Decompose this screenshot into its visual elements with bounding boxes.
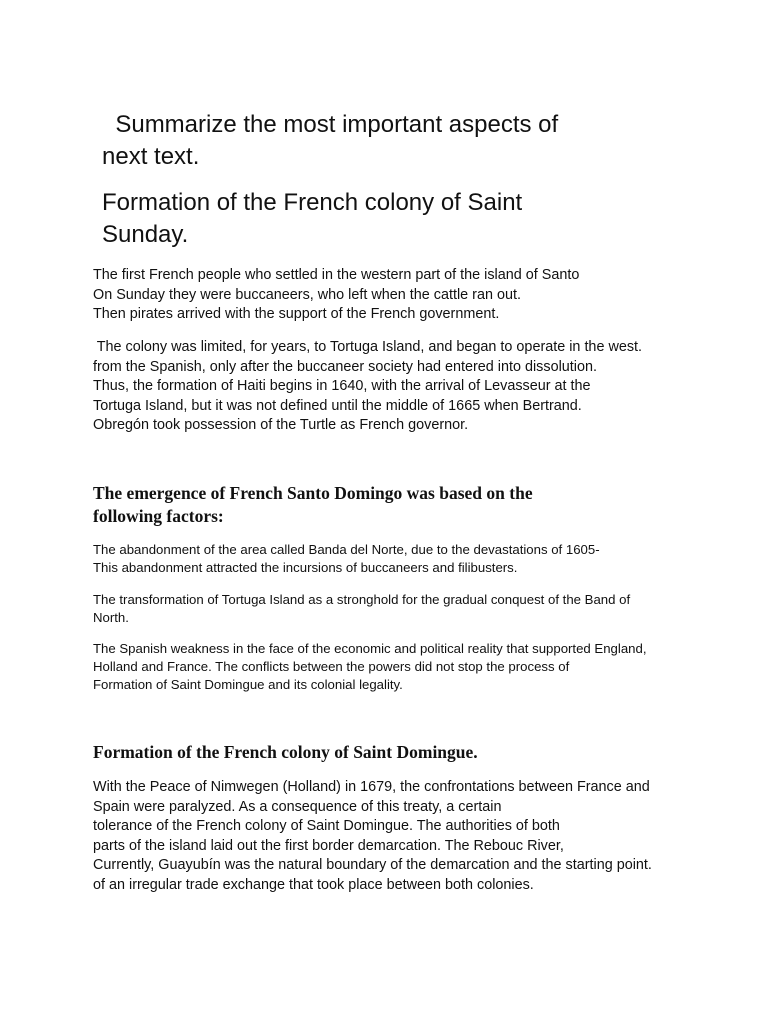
factor-tortuga-stronghold xyxy=(93,591,630,627)
paragraph-line: This abandonment attracted the incursions of buccaneers and filibusters. xyxy=(93,560,518,575)
paragraph-nimwegen xyxy=(93,778,652,895)
paragraph-line: Holland and France. The conflicts between the powers did not stop the process of xyxy=(93,659,570,674)
title-line-1: Formation of the French colony of Saint xyxy=(102,189,523,216)
paragraph-line: The colony was limited, for years, to Tortuga Island, and began to operate in the west. xyxy=(93,339,643,355)
paragraph-buccaneers xyxy=(93,266,579,325)
heading-line: Formation of the French colony of Saint Domingue. xyxy=(93,742,478,762)
factor-spanish-weakness xyxy=(93,640,646,694)
paragraph-line: The Spanish weakness in the face of the economic and political reality that supported England, xyxy=(93,641,647,656)
paragraph-line: Currently, Guayubín was the natural boundary of the demarcation and the starting point. xyxy=(93,857,652,873)
paragraph-line: Then pirates arrived with the support of the French government. xyxy=(93,306,500,322)
paragraph-line: Obregón took possession of the Turtle as French governor. xyxy=(93,417,469,433)
heading-line: The emergence of French Santo Domingo was based on the xyxy=(93,483,533,503)
section-heading-factors xyxy=(93,482,533,528)
paragraph-line: On Sunday they were buccaneers, who left when the cattle ran out. xyxy=(93,286,521,303)
paragraph-line: of an irregular trade exchange that took place between both colonies. xyxy=(93,876,534,893)
heading-line: following factors: xyxy=(93,506,224,526)
document-title xyxy=(102,187,522,251)
paragraph-line: Tortuga Island, but it was not defined until the middle of 1665 when Bertrand. xyxy=(93,397,582,414)
paragraph-line: Formation of Saint Domingue and its colonial legality. xyxy=(93,677,403,692)
prompt-heading xyxy=(102,109,558,173)
paragraph-line: from the Spanish, only after the buccaneer society had entered into dissolution. xyxy=(93,358,597,375)
paragraph-line: The abandonment of the area called Banda del Norte, due to the devastations of 1605- xyxy=(93,542,600,557)
paragraph-line: The transformation of Tortuga Island as a stronghold for the gradual conquest of the Band of xyxy=(93,592,631,607)
paragraph-line: With the Peace of Nimwegen (Holland) in 1679, the confrontations between France and xyxy=(93,779,650,795)
section-heading-formation xyxy=(93,741,478,764)
paragraph-tortuga xyxy=(93,338,642,436)
paragraph-line: North. xyxy=(93,610,129,625)
paragraph-line: tolerance of the French colony of Saint Domingue. The authorities of both xyxy=(93,818,560,834)
paragraph-line: parts of the island laid out the first border demarcation. The Rebouc River, xyxy=(93,837,564,854)
title-line-2: Sunday. xyxy=(102,221,189,248)
factor-banda-del-norte xyxy=(93,541,600,577)
prompt-line-2: next text. xyxy=(102,143,200,170)
paragraph-line: The first French people who settled in the western part of the island of Santo xyxy=(93,267,580,283)
prompt-line-1: Summarize the most important aspects of xyxy=(102,111,559,138)
paragraph-line: Thus, the formation of Haiti begins in 1640, with the arrival of Levasseur at the xyxy=(93,378,591,394)
paragraph-line: Spain were paralyzed. As a consequence of this treaty, a certain xyxy=(93,798,502,815)
